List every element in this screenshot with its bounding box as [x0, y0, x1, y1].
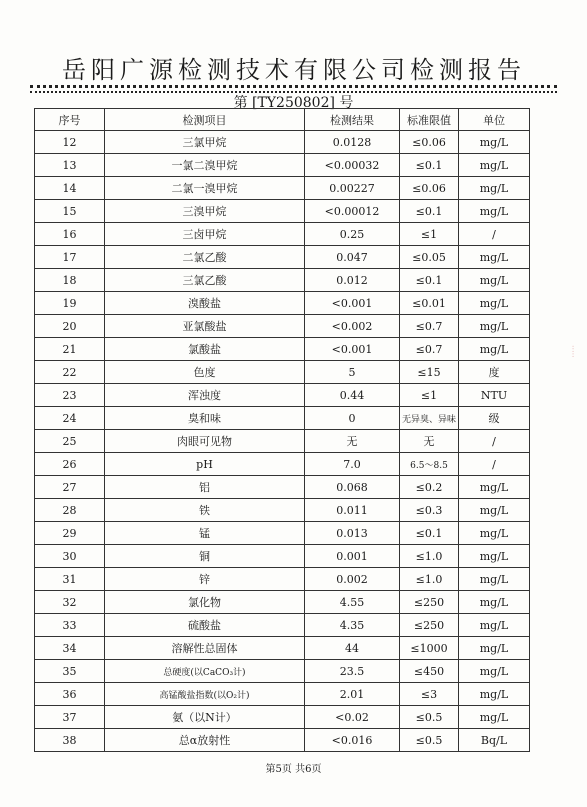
- row-result: 0.012: [305, 269, 400, 292]
- row-result: 5: [305, 361, 400, 384]
- row-item: 总α放射性: [105, 729, 305, 752]
- row-limit: 无: [400, 430, 459, 453]
- row-item: 锰: [105, 522, 305, 545]
- table-row: [35, 338, 530, 361]
- table-row: [35, 246, 530, 269]
- row-result: 44: [305, 637, 400, 660]
- row-result: 23.5: [305, 660, 400, 683]
- row-unit: mg/L: [459, 476, 530, 499]
- row-unit: /: [459, 453, 530, 476]
- row-unit: mg/L: [459, 200, 530, 223]
- row-limit: ≤0.05: [400, 246, 459, 269]
- row-result: 0.047: [305, 246, 400, 269]
- row-result: <0.002: [305, 315, 400, 338]
- row-result: 0.001: [305, 545, 400, 568]
- table-row: [35, 545, 530, 568]
- table-row: [35, 476, 530, 499]
- table-row: [35, 361, 530, 384]
- row-index: 37: [35, 706, 105, 729]
- row-limit: ≤1.0: [400, 568, 459, 591]
- row-item: 氨（以N计）: [105, 706, 305, 729]
- row-limit: ≤0.2: [400, 476, 459, 499]
- row-limit: ≤0.7: [400, 315, 459, 338]
- row-limit: ≤0.5: [400, 706, 459, 729]
- table-row: [35, 660, 530, 683]
- row-result: <0.016: [305, 729, 400, 752]
- row-index: 17: [35, 246, 105, 269]
- table-row: [35, 177, 530, 200]
- table-row: [35, 269, 530, 292]
- row-index: 21: [35, 338, 105, 361]
- row-index: 24: [35, 407, 105, 430]
- row-index: 36: [35, 683, 105, 706]
- row-limit: ≤0.06: [400, 131, 459, 154]
- row-index: 15: [35, 200, 105, 223]
- row-unit: mg/L: [459, 269, 530, 292]
- table-header-row: [35, 109, 530, 131]
- table-row: [35, 200, 530, 223]
- row-unit: mg/L: [459, 292, 530, 315]
- results-table: [34, 108, 530, 752]
- row-unit: mg/L: [459, 660, 530, 683]
- row-limit: ≤0.3: [400, 499, 459, 522]
- row-item: 二氯乙酸: [105, 246, 305, 269]
- header-divider: [30, 85, 557, 88]
- row-index: 20: [35, 315, 105, 338]
- row-result: 0.002: [305, 568, 400, 591]
- row-unit: mg/L: [459, 315, 530, 338]
- table-row: [35, 683, 530, 706]
- row-limit: ≤1: [400, 384, 459, 407]
- table-row: [35, 407, 530, 430]
- row-index: 18: [35, 269, 105, 292]
- row-limit: ≤15: [400, 361, 459, 384]
- row-item: 硫酸盐: [105, 614, 305, 637]
- row-index: 22: [35, 361, 105, 384]
- row-index: 23: [35, 384, 105, 407]
- row-result: 0: [305, 407, 400, 430]
- row-index: 32: [35, 591, 105, 614]
- row-item: 三溴甲烷: [105, 200, 305, 223]
- row-unit: NTU: [459, 384, 530, 407]
- row-index: 29: [35, 522, 105, 545]
- row-result: 4.35: [305, 614, 400, 637]
- row-unit: mg/L: [459, 499, 530, 522]
- row-limit: ≤1000: [400, 637, 459, 660]
- row-result: 0.44: [305, 384, 400, 407]
- table-row: [35, 131, 530, 154]
- row-item: 铁: [105, 499, 305, 522]
- row-item: 氯化物: [105, 591, 305, 614]
- row-result: <0.00032: [305, 154, 400, 177]
- row-limit: ≤250: [400, 614, 459, 637]
- row-item: 二氯一溴甲烷: [105, 177, 305, 200]
- row-index: 28: [35, 499, 105, 522]
- row-unit: Bq/L: [459, 729, 530, 752]
- page-number: 第5页 共6页: [265, 764, 322, 775]
- row-result: 0.013: [305, 522, 400, 545]
- row-item: 三氯甲烷: [105, 131, 305, 154]
- row-unit: mg/L: [459, 614, 530, 637]
- row-item: 三氯乙酸: [105, 269, 305, 292]
- row-result: 无: [305, 430, 400, 453]
- row-index: 16: [35, 223, 105, 246]
- table-row: [35, 614, 530, 637]
- table-row: [35, 453, 530, 476]
- row-item: 臭和味: [105, 407, 305, 430]
- row-item: 铜: [105, 545, 305, 568]
- row-unit: mg/L: [459, 177, 530, 200]
- row-unit: mg/L: [459, 154, 530, 177]
- row-index: 12: [35, 131, 105, 154]
- row-item: 氯酸盐: [105, 338, 305, 361]
- row-result: 0.011: [305, 499, 400, 522]
- seal-stamp-edge: ·····: [568, 345, 577, 358]
- row-item: 亚氯酸盐: [105, 315, 305, 338]
- row-unit: /: [459, 223, 530, 246]
- row-item: 总硬度(以CaCO₃计): [105, 660, 305, 683]
- row-item: 浑浊度: [105, 384, 305, 407]
- row-index: 33: [35, 614, 105, 637]
- table-row: [35, 637, 530, 660]
- row-index: 31: [35, 568, 105, 591]
- table-row: [35, 315, 530, 338]
- row-index: 34: [35, 637, 105, 660]
- row-index: 27: [35, 476, 105, 499]
- table-row: [35, 568, 530, 591]
- row-item: 高锰酸盐指数(以O₂计): [105, 683, 305, 706]
- report-number: 第 [TY250802] 号: [233, 95, 354, 111]
- row-index: 25: [35, 430, 105, 453]
- table-row: [35, 591, 530, 614]
- row-unit: mg/L: [459, 246, 530, 269]
- row-item: 铝: [105, 476, 305, 499]
- row-index: 35: [35, 660, 105, 683]
- row-result: <0.001: [305, 338, 400, 361]
- row-index: 26: [35, 453, 105, 476]
- row-result: 7.0: [305, 453, 400, 476]
- row-unit: mg/L: [459, 637, 530, 660]
- row-limit: ≤250: [400, 591, 459, 614]
- table-row: [35, 384, 530, 407]
- row-result: 2.01: [305, 683, 400, 706]
- table-row: [35, 292, 530, 315]
- row-unit: mg/L: [459, 522, 530, 545]
- row-unit: mg/L: [459, 545, 530, 568]
- row-unit: mg/L: [459, 338, 530, 361]
- report-title: 岳阳广源检测技术有限公司检测报告: [62, 56, 526, 84]
- row-unit: mg/L: [459, 591, 530, 614]
- row-limit: ≤1.0: [400, 545, 459, 568]
- row-item: 一氯二溴甲烷: [105, 154, 305, 177]
- row-unit: mg/L: [459, 706, 530, 729]
- row-item: 锌: [105, 568, 305, 591]
- row-limit: ≤0.7: [400, 338, 459, 361]
- row-result: 0.068: [305, 476, 400, 499]
- row-index: 19: [35, 292, 105, 315]
- row-limit: ≤0.5: [400, 729, 459, 752]
- row-item: 色度: [105, 361, 305, 384]
- row-item: pH: [105, 453, 305, 476]
- table-row: [35, 522, 530, 545]
- table-row: [35, 223, 530, 246]
- column-header-result: 检测结果: [305, 109, 400, 131]
- table-body: [35, 131, 530, 752]
- row-limit: ≤450: [400, 660, 459, 683]
- row-limit: ≤3: [400, 683, 459, 706]
- row-limit: ≤0.06: [400, 177, 459, 200]
- table-row: [35, 729, 530, 752]
- row-unit: mg/L: [459, 131, 530, 154]
- row-limit: ≤0.1: [400, 200, 459, 223]
- row-limit: ≤1: [400, 223, 459, 246]
- table-row: [35, 706, 530, 729]
- row-unit: mg/L: [459, 568, 530, 591]
- row-unit: mg/L: [459, 683, 530, 706]
- row-result: 0.25: [305, 223, 400, 246]
- row-limit: ≤0.1: [400, 522, 459, 545]
- row-result: 0.00227: [305, 177, 400, 200]
- row-limit: ≤0.01: [400, 292, 459, 315]
- column-header-index: 序号: [35, 109, 105, 131]
- row-index: 38: [35, 729, 105, 752]
- row-limit: 无异臭、异味: [400, 407, 459, 430]
- row-limit: ≤0.1: [400, 269, 459, 292]
- row-item: 肉眼可见物: [105, 430, 305, 453]
- row-item: 三卤甲烷: [105, 223, 305, 246]
- row-unit: /: [459, 430, 530, 453]
- column-header-item: 检测项目: [105, 109, 305, 131]
- column-header-unit: 单位: [459, 109, 530, 131]
- row-index: 14: [35, 177, 105, 200]
- row-item: 溶解性总固体: [105, 637, 305, 660]
- row-result: 4.55: [305, 591, 400, 614]
- row-index: 13: [35, 154, 105, 177]
- column-header-limit: 标准限值: [400, 109, 459, 131]
- row-result: <0.00012: [305, 200, 400, 223]
- row-result: <0.02: [305, 706, 400, 729]
- row-item: 溴酸盐: [105, 292, 305, 315]
- row-limit: 6.5～8.5: [400, 453, 459, 476]
- table-row: [35, 154, 530, 177]
- table-row: [35, 430, 530, 453]
- table-row: [35, 499, 530, 522]
- row-unit: 度: [459, 361, 530, 384]
- row-index: 30: [35, 545, 105, 568]
- row-limit: ≤0.1: [400, 154, 459, 177]
- row-result: 0.0128: [305, 131, 400, 154]
- row-unit: 级: [459, 407, 530, 430]
- row-result: <0.001: [305, 292, 400, 315]
